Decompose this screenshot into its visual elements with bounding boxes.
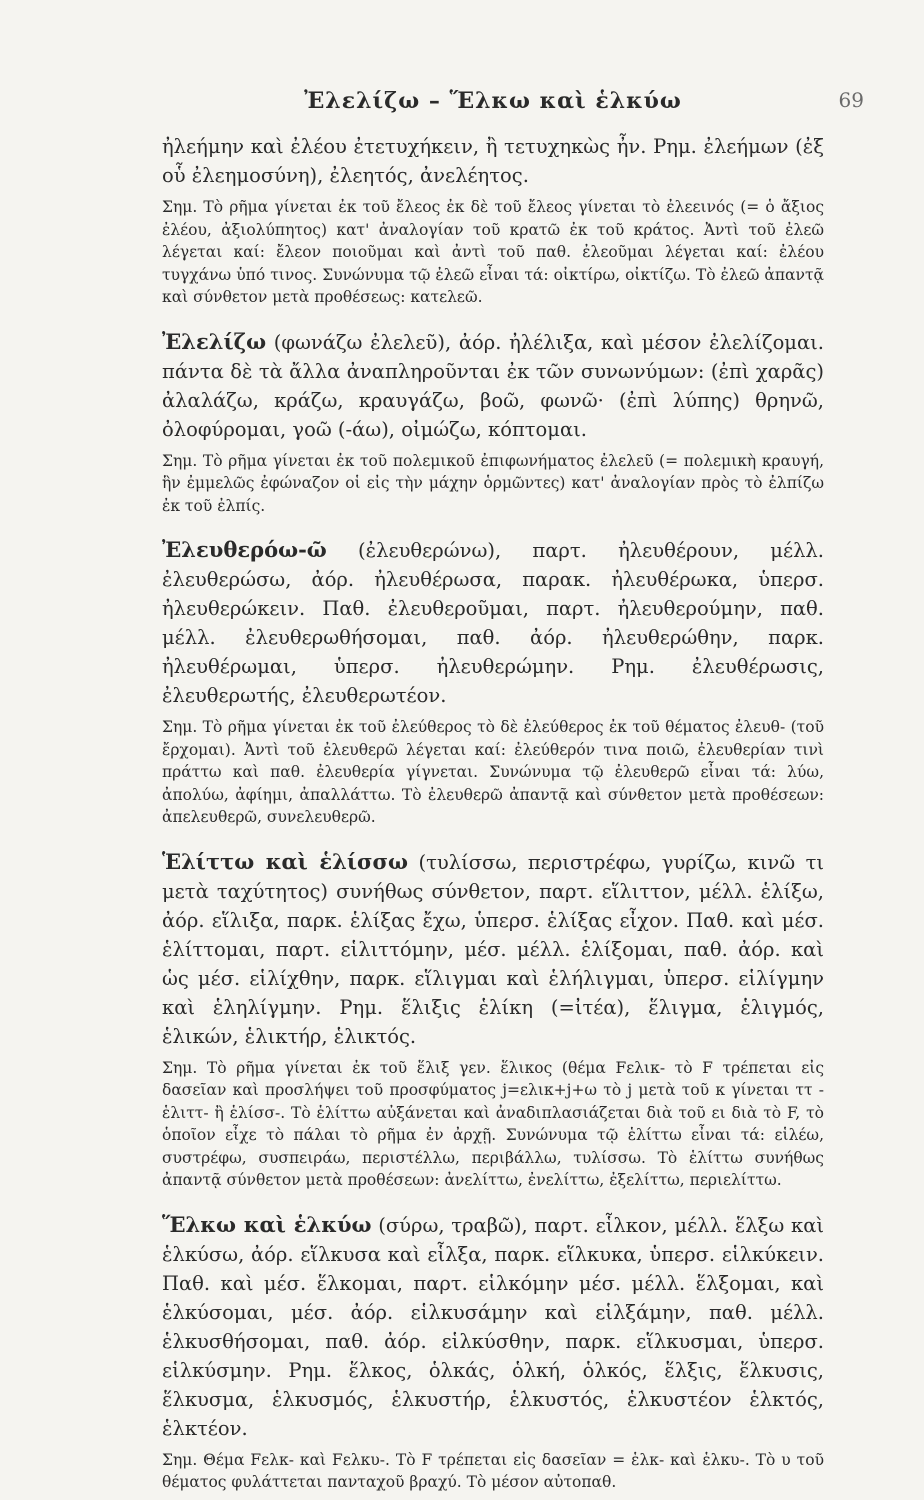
entry-lemma: Ἑλίττω καὶ ἑλίσσω — [162, 848, 409, 874]
entry-helitto — [162, 847, 824, 1192]
entry-helko — [162, 1210, 824, 1494]
page-number: 69 — [838, 88, 864, 112]
entry-eleutheroo — [162, 535, 824, 829]
entry-note: Σημ. Τὸ ρῆμα γίνεται ἐκ τοῦ ἕλιξ γεν. ἕλικος (θέμα Fελικ- τὸ F τρέπεται εἰς δασεῖαν καὶ προσλήψει τοῦ προσφύματος j=ελικ+j+ω τὸ j μετὰ τοῦ κ γίνεται ττ - ἑλιττ- ἢ ἑλίσσ-. Τὸ ἑλίττω αὐξάνεται καὶ ἀναδιπλασιάζεται διὰ τοῦ ει διὰ τὸ F, τὸ ὁποῖον εἶχε τὸ πάλαι τὸ ρῆμα ἐν ἀρχῇ. Συνώνυμα τῷ ἑλίττω εἶναι τά: εἱλέω, συστρέφω, συσπειράω, περιστέλλω, περιβάλλω, τυλίσσω. Τὸ ἑλίττω συνήθως ἀπαντᾷ σύνθετον μετὰ προθέσεων: ἀνελίττω, ἐνελίττω, ἐξελίττω, περιελίττω. — [162, 1058, 824, 1189]
entry-text: Ἑλίττω καὶ ἑλίσσω (τυλίσσω, περιστρέφω, γυρίζω, κινῶ τι μετὰ ταχύτητος) συνήθως σύνθετον, παρτ. εἵλιττον, μέλλ. ἑλίξω, ἀόρ. εἵλιξα, παρκ. ἑλίξας ἔχω, ὑπερσ. ἑλίξας εἶχον. Παθ. καὶ μέσ. ἑλίττομαι, παρτ. εἱλιττόμην, μέσ. μέλλ. ἑλίξομαι, παθ. ἀόρ. καὶ ὡς μέσ. εἱλίχθην, παρκ. εἵλιγμαι καὶ ἑλήλιγμαι, ὑπερσ. εἱλίγμην καὶ ἑληλίγμην. Ρημ. ἕλιξις ἑλίκη (=ἰτέα), ἕλιγμα, ἑλιγμός, ἑλικών, ἑλικτήρ, ἑλικτός. — [162, 848, 824, 1048]
entry-lemma: Ἐλελίζω — [162, 328, 267, 354]
entry-text: Ἐλευθερόω-ῶ (ἐλευθερώνω), παρτ. ἠλευθέρουν, μέλλ. ἐλευθερώσω, ἀόρ. ἠλευθέρωσα, παρακ. ἠλευθέρωκα, ὑπερσ. ἠλευθερώκειν. Παθ. ἐλευθεροῦμαι, παρτ. ἠλευθερούμην, παθ. μέλλ. ἐλευθερωθήσομαι, παθ. ἀόρ. ἠλευθερώθην, παρκ. ἠλευθέρωμαι, ὑπερσ. ἠλευθερώμην. Ρημ. ἐλευθέρωσις, ἐλευθερωτής, ἐλευθερωτέον. — [162, 537, 824, 707]
entry-lemma: Ἐλευθερόω-ῶ — [162, 537, 327, 562]
entry-note: Σημ. Θέμα Fελκ- καὶ Fελκυ-. Τὸ F τρέπεται εἰς δασεῖαν = ἑλκ- καὶ ἑλκυ-. Τὸ υ τοῦ θέματος φυλάττεται πανταχοῦ βραχύ. Τὸ μέσον αὐτοπαθ. — [162, 1450, 824, 1491]
entry-continued — [162, 132, 824, 309]
running-head — [162, 88, 864, 132]
entry-lemma: Ἕλκω καὶ ἑλκύω — [162, 1211, 372, 1237]
entry-text: ἠλεήμην καὶ ἐλέου ἐτετυχήκειν, ἢ τετυχηκὼς ἦν. Ρημ. ἐλεήμων (ἐξ οὗ ἐλεημοσύνη), ἐλεητός, ἀνελέητος. — [162, 135, 824, 187]
entry-elelizo — [162, 327, 824, 518]
entry-note: Σημ. Τὸ ρῆμα γίνεται ἐκ τοῦ ἔλεος ἐκ δὲ τοῦ ἔλεος γίνεται τὸ ἐλεεινός (= ὁ ἄξιος ἐλέου, ἀξιολύπητος) κατ' ἀναλογίαν τοῦ κρατῶ ἐκ τοῦ κράτος. Ἀντὶ τοῦ ἐλεῶ λέγεται καί: ἔλεον ποιοῦμαι καὶ ἀντὶ τοῦ παθ. ἐλεοῦμαι λέγεται καί: ἐλέου τυγχάνω ὑπό τινος. Συνώνυμα τῷ ἐλεῶ εἶναι τά: οἰκτίρω, οἰκτίζω. Τὸ ἐλεῶ ἀπαντᾷ καὶ σύνθετον μετὰ προθέσεως: κατελεῶ. — [162, 198, 824, 306]
entry-text: Ἐλελίζω (φωνάζω ἐλελεῦ), ἀόρ. ἠλέλιξα, καὶ μέσον ἐλελίζομαι. πάντα δὲ τὰ ἄλλα ἀναπληροῦνται ἐκ τῶν συνωνύμων: (ἐπὶ χαρᾶς) ἀλαλάζω, κράζω, κραυγάζω, βοῶ, φωνῶ· (ἐπὶ λύπης) θρηνῶ, ὀλοφύρομαι, γοῶ (-άω), οἰμώζω, κόπτομαι. — [162, 328, 824, 441]
entry-note: Σημ. Τὸ ρῆμα γίνεται ἐκ τοῦ πολεμικοῦ ἐπιφωνήματος ἐλελεῦ (= πολεμικὴ κραυγή, ἣν ἐμμελῶς ἐφώναζον οἱ εἰς τὴν μάχην ὁρμῶντες) κατ' ἀναλογίαν πρὸς τὸ ἐλπίζω ἐκ τοῦ ἐλπίς. — [162, 451, 824, 515]
entry-text: Ἕλκω καὶ ἑλκύω (σύρω, τραβῶ), παρτ. εἷλκον, μέλλ. ἕλξω καὶ ἑλκύσω, ἀόρ. εἵλκυσα καὶ εἷλξα, παρκ. εἵλκυκα, ὑπερσ. εἱλκύκειν. Παθ. καὶ μέσ. ἕλκομαι, παρτ. εἱλκόμην μέσ. μέλλ. ἕλξομαι, καὶ ἑλκύσομαι, μέσ. ἀόρ. εἱλκυσάμην καὶ εἱλξάμην, παθ. μέλλ. ἑλκυσθήσομαι, παθ. ἀόρ. εἱλκύσθην, παρκ. εἵλκυσμαι, ὑπερσ. εἱλκύσμην. Ρημ. ἕλκος, ὁλκάς, ὁλκή, ὁλκός, ἕλξις, ἕλκυσις, ἕλκυσμα, ἑλκυσμός, ἑλκυστήρ, ἑλκυστός, ἑλκυστέον ἑλκτός, ἑλκτέον. — [162, 1211, 825, 1440]
entry-note: Σημ. Τὸ ρῆμα γίνεται ἐκ τοῦ ἐλεύθερος τὸ δὲ ἐλεύθερος ἐκ τοῦ θέματος ἐλευθ- (τοῦ ἔρχομαι). Ἀντὶ τοῦ ἐλευθερῶ λέγεται καί: ἐλεύθερόν τινα ποιῶ, ἐλευθερίαν τινὶ πράττω καὶ παθ. ἐλευθερία γίγνεται. Συνώνυμα τῷ ἐλευθερῶ εἶναι τά: λύω, ἀπολύω, ἀφίημι, ἀπαλλάττω. Τὸ ἐλευθερῶ ἀπαντᾷ καὶ σύνθετον μετὰ προθέσεων: ἀπελευθερῶ, συνελευθερῶ. — [162, 718, 824, 826]
running-title: Ἐλελίζω – Ἕλκω καὶ ἑλκύω — [304, 88, 682, 114]
